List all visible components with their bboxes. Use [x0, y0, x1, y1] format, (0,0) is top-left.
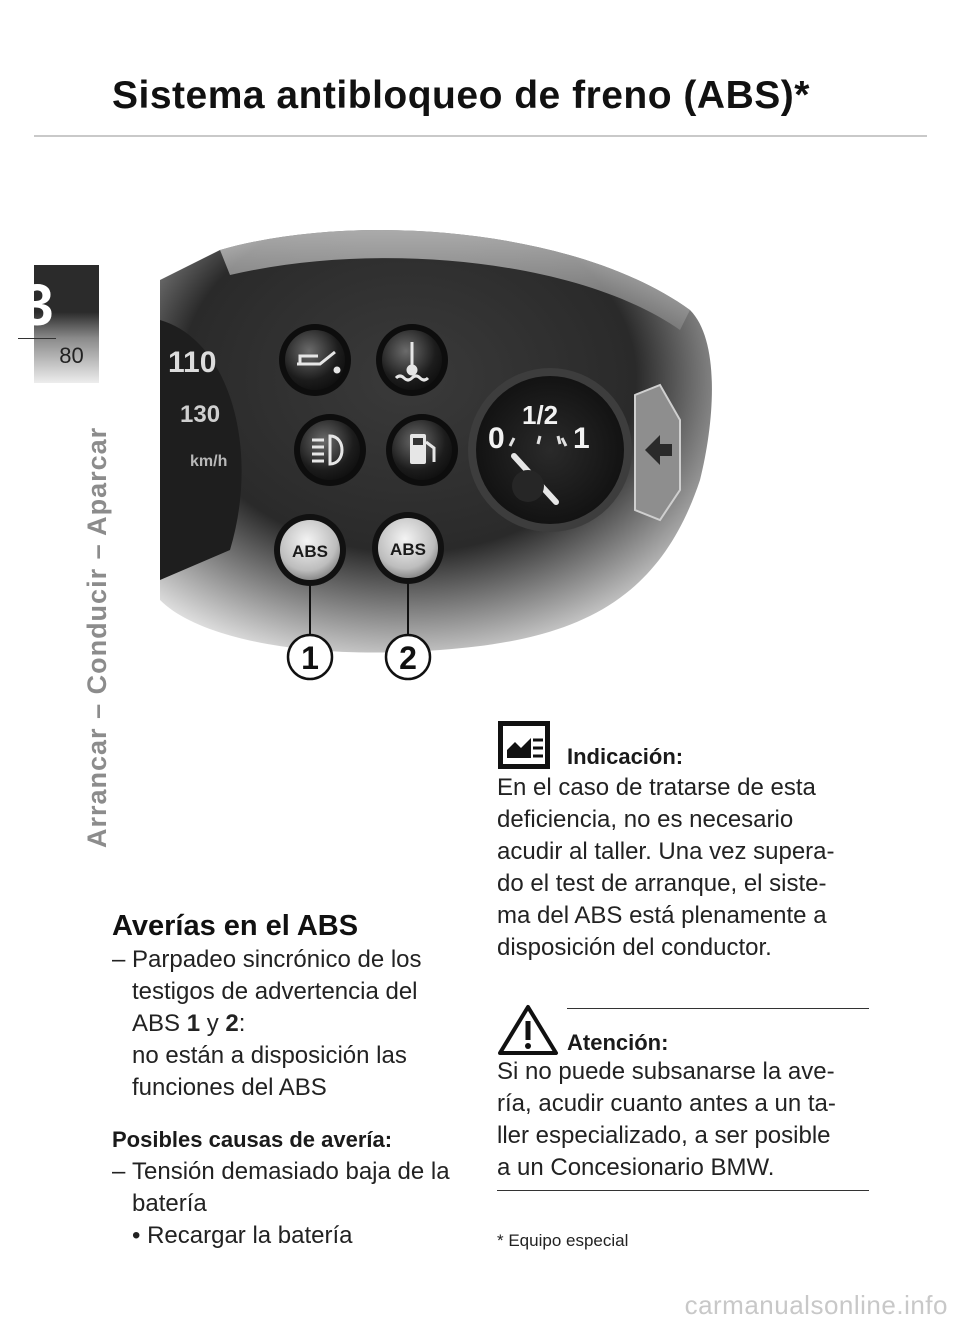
speed-label-130: 130	[180, 401, 221, 428]
footnote: * Equipo especial	[497, 1231, 629, 1250]
cause-bullet-text: Recargar la batería	[147, 1222, 353, 1249]
note-line-2: deficiencia, no es necesario	[497, 806, 794, 833]
note-line-3: acudir al taller. Una vez supera-	[497, 838, 835, 865]
speed-unit-label: km/h	[190, 453, 228, 470]
warning-header	[497, 990, 869, 1056]
abs-lamp-2-label: ABS	[390, 540, 426, 559]
note-header	[497, 720, 869, 770]
cause-item-1-line-1: Tensión demasiado baja de la	[132, 1158, 450, 1185]
note-line-1: En el caso de tratarse de esta	[497, 774, 816, 801]
note-line-6: disposición del conductor.	[497, 934, 772, 961]
abs-lamp-1-label: ABS	[292, 542, 328, 561]
warning-line-1: Si no puede subsanarse la ave-	[497, 1058, 835, 1085]
fuel-gauge-empty-label: 0	[488, 422, 505, 455]
warning-line-3: ller especializado, a ser posible	[497, 1122, 831, 1149]
note-title: Indicación:	[567, 744, 684, 769]
chapter-divider	[18, 338, 56, 339]
speed-label-110: 110	[168, 346, 217, 379]
warning-triangle-icon	[497, 1004, 559, 1056]
fault-item-1-and: y	[206, 1010, 219, 1037]
title-divider	[34, 135, 927, 137]
chapter-number: 3	[21, 273, 54, 338]
fault-item-1-ref-2: 2	[225, 1010, 239, 1037]
fault-item-1-line-5: funciones del ABS	[132, 1074, 327, 1101]
fuel-gauge-full-label: 1	[573, 422, 590, 455]
fault-item-1-line-3	[132, 1008, 482, 1040]
instrument-cluster-figure	[160, 220, 720, 690]
note-line-4: do el test de arranque, el siste-	[497, 870, 827, 897]
warning-line-4: a un Concesionario BMW.	[497, 1154, 775, 1181]
cause-item-1-line-2: batería	[132, 1190, 207, 1217]
warning-text	[497, 1056, 869, 1184]
note-icon	[497, 720, 551, 770]
warning-top-rule	[567, 1008, 869, 1009]
fault-item-1-colon: :	[238, 1010, 246, 1037]
fault-item-1-line-1: Parpadeo sincrónico de los	[132, 946, 422, 973]
instrument-cluster-illustration	[160, 220, 720, 690]
side-section-label: Arrancar – Conducir – Aparcar	[82, 426, 112, 848]
page-title: Sistema antibloqueo de freno (ABS)*	[112, 74, 810, 117]
oil-pressure-lamp	[285, 330, 345, 390]
abs-faults-section	[112, 908, 482, 1252]
cause-bullet: • Recargar la batería	[132, 1222, 353, 1249]
callout-2-label: 2	[399, 640, 417, 676]
fuel-gauge-half-label: 1/2	[522, 400, 559, 430]
cause-item-1: – Tensión demasiado baja de la batería • Recargar la batería	[112, 1156, 482, 1252]
fault-item-1-abs-text: ABS	[132, 1010, 181, 1037]
notes-column	[497, 720, 869, 1251]
site-watermark: carmanualsonline.info	[684, 1290, 948, 1320]
fault-item-1: – Parpadeo sincrónico de los testigos de advertencia del ABS 1 y 2: no están a disposición las funciones del ABS	[112, 944, 482, 1104]
abs-faults-heading: Averías en el ABS	[112, 910, 359, 942]
warning-line-2: ría, acudir cuanto antes a un ta-	[497, 1090, 836, 1117]
note-line-5: ma del ABS está plenamente a	[497, 902, 827, 929]
page-number: 80	[59, 343, 84, 368]
warning-box	[497, 990, 869, 1191]
fault-item-1-ref-1: 1	[186, 1010, 201, 1037]
note-text	[497, 772, 869, 964]
warning-bottom-rule	[497, 1190, 869, 1191]
warning-title: Atención:	[567, 1030, 669, 1055]
fault-item-1-line-2: testigos de advertencia del	[132, 978, 418, 1005]
callout-1-label: 1	[301, 640, 319, 676]
causes-heading: Posibles causas de avería:	[112, 1127, 393, 1152]
fault-item-1-line-4: no están a disposición las	[132, 1042, 407, 1069]
